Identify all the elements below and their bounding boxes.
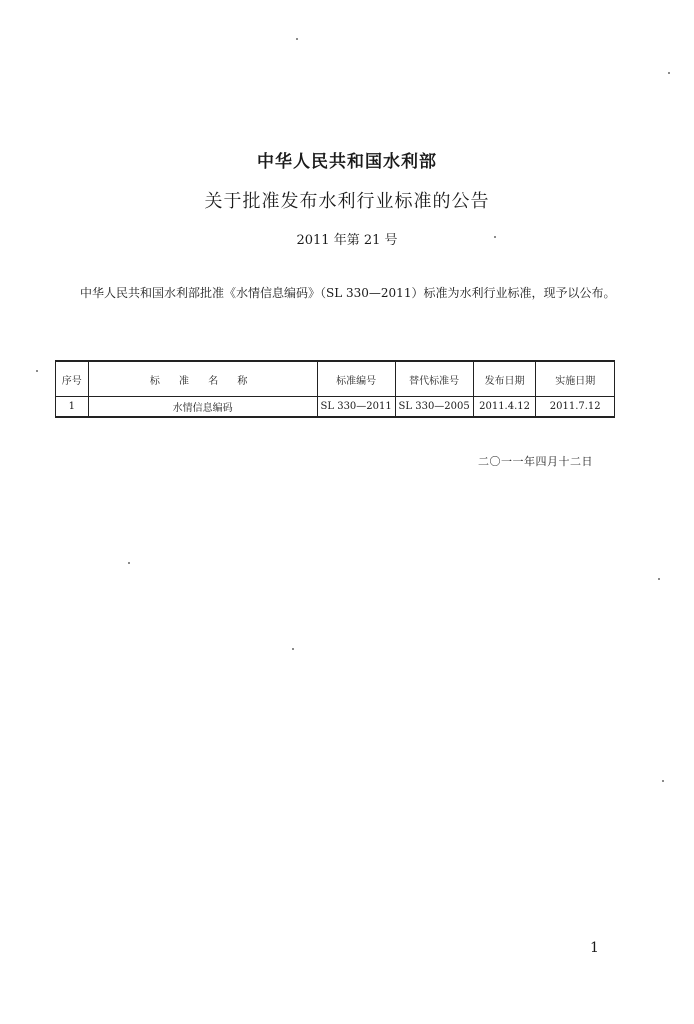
scan-speck	[668, 72, 670, 74]
page-number: 1	[590, 940, 599, 956]
header-issue-date: 发布日期	[473, 361, 536, 397]
scan-speck	[494, 236, 496, 238]
scan-speck	[36, 370, 38, 372]
cell-implement-date: 2011.7.12	[536, 397, 615, 418]
scan-speck	[128, 562, 130, 564]
header-replaced: 替代标准号	[395, 361, 473, 397]
announcement-body: 中华人民共和国水利部批准《水情信息编码》（SL 330—2011）标准为水利行业标准，现予以公布。	[80, 286, 616, 300]
header-implement-date: 实施日期	[536, 361, 615, 397]
cell-name: 水情信息编码	[88, 397, 317, 418]
table-row	[56, 397, 615, 418]
announcement-title: 关于批准发布水利行业标准的公告	[204, 191, 490, 212]
header-seq: 序号	[56, 361, 89, 397]
scan-speck	[296, 38, 298, 40]
cell-issue-date: 2011.4.12	[473, 397, 536, 418]
header-name: 标 准 名 称	[88, 361, 317, 397]
scan-speck	[662, 780, 664, 782]
cell-replaced: SL 330—2005	[395, 397, 473, 418]
cell-code: SL 330—2011	[317, 397, 395, 418]
signature-date: 二〇一一年四月十二日	[478, 455, 593, 468]
standards-table	[55, 360, 615, 418]
announcement-number: 2011 年第 21 号	[296, 233, 398, 248]
ministry-heading: 中华人民共和国水利部	[257, 152, 437, 172]
cell-seq: 1	[56, 397, 89, 418]
table-header-row	[56, 361, 615, 397]
scan-speck	[292, 648, 294, 650]
header-code: 标准编号	[317, 361, 395, 397]
scan-speck	[658, 578, 660, 580]
